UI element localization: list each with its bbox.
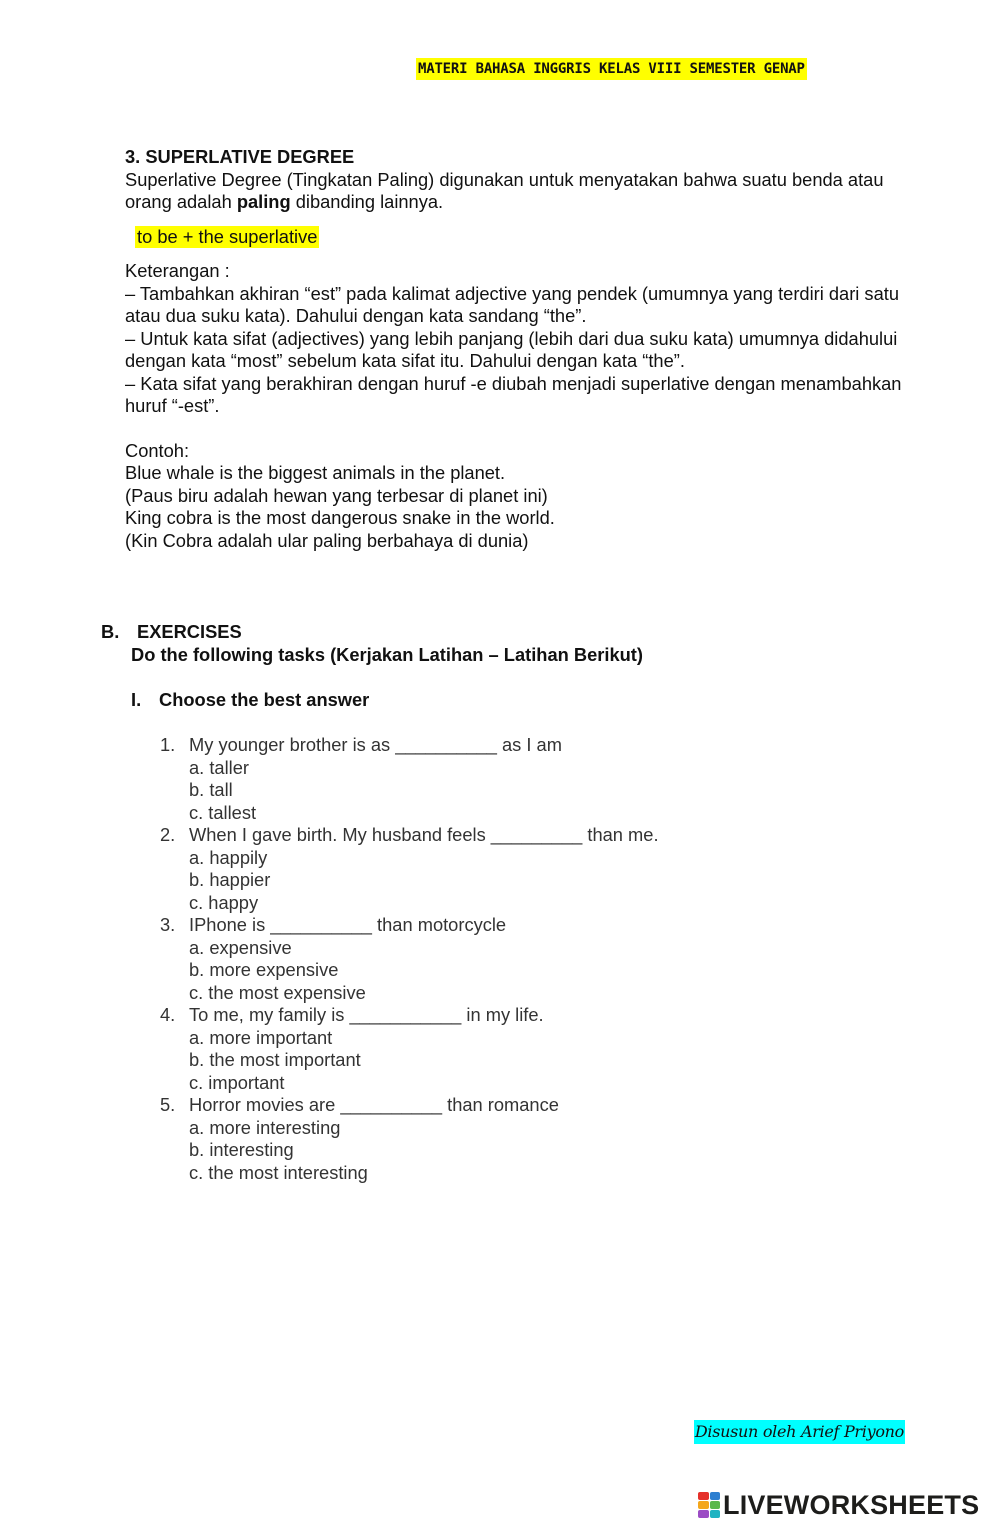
logo-tile [710,1492,721,1500]
answer-option[interactable]: c. the most expensive [189,981,366,1003]
exercises-heading [101,621,242,643]
question-text: To me, my family is ___________ in my life. [189,1004,544,1025]
author-credit: Disusun oleh Arief Priyono [694,1420,905,1444]
question-text: My younger brother is as __________ as I am [189,734,562,755]
question-text: Horror movies are __________ than romance [189,1094,559,1115]
answer-option[interactable]: a. happily [189,846,268,868]
logo-tile [698,1510,709,1518]
answer-option[interactable]: a. more interesting [189,1116,341,1138]
answer-option[interactable]: b. interesting [189,1139,294,1160]
logo-tile [698,1492,709,1500]
header-tag: MATERI BAHASA INGGRIS KELAS VIII SEMESTER GENAP [416,58,807,80]
part-heading [131,689,369,711]
intro-text-end: dibanding lainnya. [290,191,444,212]
intro-text: Superlative Degree (Tingkatan Paling) digunakan untuk menyatakan bahwa suatu benda atau orang adalah [125,168,884,212]
note-item: – Tambahkan akhiran “est” pada kalimat adjective yang pendek (umumnya yang terdiri dari satu atau dua suku kata). Dahului dengan kata sandang “the”. [125,282,899,326]
example-line: King cobra is the most dangerous snake in the world. [125,507,555,528]
answer-option[interactable]: b. more expensive [189,959,339,980]
question-number: 1. [160,734,176,755]
question-item [160,734,860,824]
intro-paragraph [125,169,905,214]
answer-option[interactable]: b. tall [189,779,233,800]
question-item [160,914,860,1004]
part-number: I. [131,689,142,710]
exercises-title: EXERCISES [137,621,242,642]
question-item [160,1094,860,1184]
note-item: – Untuk kata sifat (adjectives) yang lebih panjang (lebih dari dua suku kata) umumnya didahului dengan kata “most” sebelum kata sifat itu. Dahului dengan kata “the”. [125,327,898,371]
liveworksheets-logo-icon [698,1492,720,1518]
intro-bold: paling [236,191,291,212]
question-list [160,734,860,1184]
question-number: 2. [160,824,176,845]
answer-option[interactable]: c. the most interesting [189,1161,368,1183]
notes-label: Keterangan : [125,260,230,281]
question-item [160,1004,860,1094]
liveworksheets-brand[interactable] [698,1488,979,1522]
example-line: (Kin Cobra adalah ular paling berbahaya di dunia) [125,529,529,551]
question-text: IPhone is __________ than motorcycle [189,914,507,935]
superlative-section [125,146,905,552]
question-number: 4. [160,1004,176,1025]
logo-tile [710,1510,721,1518]
answer-option[interactable]: b. the most important [189,1049,361,1070]
note-item: – Kata sifat yang berakhiran dengan huruf -e diubah menjadi superlative dengan menambahkan huruf “-est”. [125,372,902,416]
exercises-subtitle: Do the following tasks (Kerjakan Latihan – Latihan Berikut) [131,644,643,665]
answer-option[interactable]: c. happy [189,891,259,913]
logo-tile [710,1501,721,1509]
question-number: 3. [160,914,176,935]
examples-label: Contoh: [125,439,190,461]
answer-option[interactable]: b. happier [189,869,271,890]
logo-tile [698,1501,709,1509]
answer-option[interactable]: a. expensive [189,936,292,958]
answer-option[interactable]: a. more important [189,1026,333,1048]
example-line: Blue whale is the biggest animals in the planet. [125,462,506,483]
question-number: 5. [160,1094,176,1115]
brand-name: LIVEWORKSHEETS [723,1489,980,1520]
formula-highlight: to be + the superlative [137,225,318,247]
answer-option[interactable]: c. important [189,1071,285,1093]
section-title: 3. SUPERLATIVE DEGREE [125,146,355,167]
question-item [160,824,860,914]
question-text: When I gave birth. My husband feels _________ than me. [189,824,659,845]
exercises-number: B. [101,621,120,642]
part-title: Choose the best answer [159,689,370,710]
answer-option[interactable]: a. taller [189,756,249,778]
answer-option[interactable]: c. tallest [189,801,257,823]
example-line: (Paus biru adalah hewan yang terbesar di planet ini) [125,484,548,506]
